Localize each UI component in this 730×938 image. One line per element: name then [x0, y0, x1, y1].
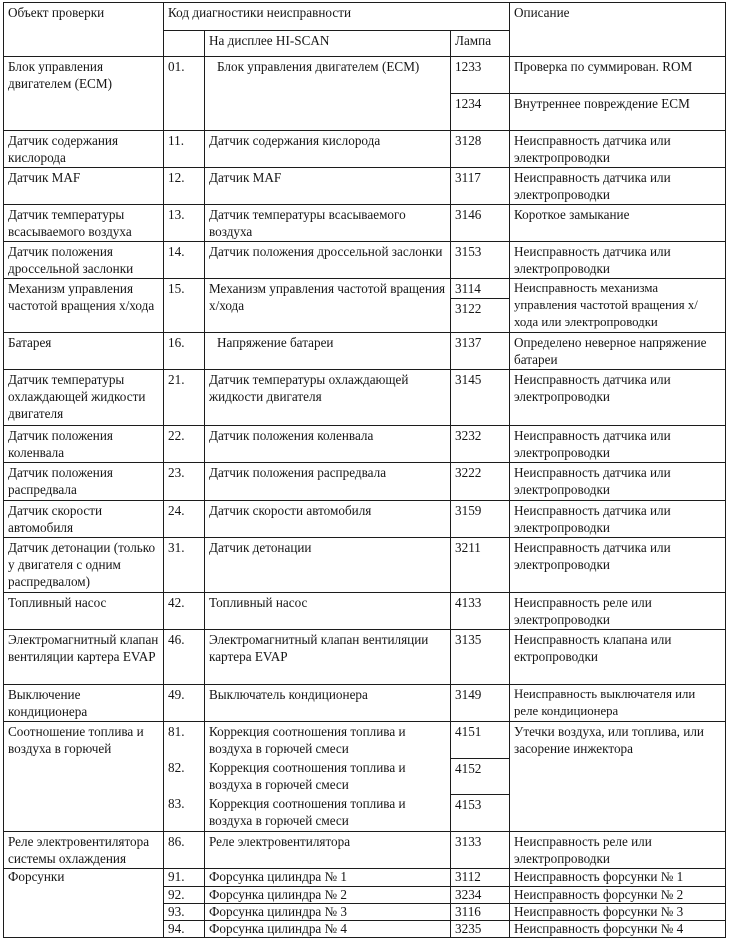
- display-cell: Датчик детонации: [205, 538, 451, 593]
- object-cell: Датчик положения коленвала: [4, 426, 164, 463]
- table-row: [4, 168, 726, 205]
- code-cell: 23.: [164, 463, 205, 501]
- lamp-cell: 4133: [451, 593, 510, 630]
- object-cell: Датчик детонации (только у двигателя с одним распредвалом): [4, 538, 164, 593]
- code-cell: 83.: [164, 794, 205, 831]
- object-cell: Датчик содержания кислорода: [4, 131, 164, 168]
- display-cell: Выключатель кондиционера: [205, 685, 451, 722]
- description-cell: Неисправность выключателя или реле кондиционера: [510, 685, 726, 722]
- table-row: [4, 205, 726, 242]
- lamp-cell: 3116: [451, 903, 510, 920]
- code-cell: 01.: [164, 57, 205, 131]
- description-cell: Неисправность датчика или электропроводки: [510, 426, 726, 463]
- description-cell: Неисправность датчика или электропроводки: [510, 131, 726, 168]
- object-cell: Датчик температуры всасываемого воздуха: [4, 205, 164, 242]
- lamp-cell: 3159: [451, 501, 510, 538]
- table-row: [4, 630, 726, 685]
- display-cell: Форсунка цилиндра № 1: [205, 868, 451, 886]
- description-cell: Короткое замыкание: [510, 205, 726, 242]
- object-cell: Реле электровентилятора системы охлаждения: [4, 831, 164, 868]
- description-cell: Неисправность датчика или электропроводки: [510, 168, 726, 205]
- description-cell: Неисправность клапана или ектропроводки: [510, 630, 726, 685]
- description-cell: Определено неверное напряжение батареи: [510, 333, 726, 370]
- display-cell: Напряжение батареи: [205, 333, 451, 370]
- header-cell-blank: [164, 31, 205, 57]
- lamp-cell: 4152: [451, 758, 510, 794]
- lamp-cell: 3112: [451, 868, 510, 886]
- code-cell: 82.: [164, 758, 205, 794]
- description-cell: Утечки воздуха, или топлива, или засорение инжектора: [510, 722, 726, 832]
- display-cell: Коррекция соотношения топлива и воздуха в горючей смеси: [205, 758, 451, 794]
- display-cell: Форсунка цилиндра № 4: [205, 920, 451, 937]
- lamp-cell: 1233: [451, 57, 510, 94]
- display-cell: Форсунка цилиндра № 3: [205, 903, 451, 920]
- code-cell: 42.: [164, 593, 205, 630]
- code-cell: 15.: [164, 279, 205, 333]
- display-cell: Топливный насос: [205, 593, 451, 630]
- code-cell: 94.: [164, 920, 205, 937]
- diagnostic-codes-table: [3, 2, 726, 938]
- table-row: [4, 242, 726, 279]
- description-cell: Неисправность реле или электропроводки: [510, 593, 726, 630]
- table-row: [4, 593, 726, 630]
- table-row: [4, 333, 726, 370]
- description-cell: Неисправность форсунки № 4: [510, 920, 726, 937]
- description-cell: Неисправность форсунки № 3: [510, 903, 726, 920]
- table-row: [4, 501, 726, 538]
- display-cell: Блок управления двигателем (ECM): [205, 57, 451, 131]
- code-cell: 31.: [164, 538, 205, 593]
- lamp-cell: 3222: [451, 463, 510, 501]
- table-row: [4, 426, 726, 463]
- display-cell: Датчик температуры охлаждающей жидкости двигателя: [205, 370, 451, 426]
- header-description: Описание: [510, 3, 726, 57]
- header-object: Объект проверки: [4, 3, 164, 57]
- table-row: [4, 831, 726, 868]
- object-cell: Датчик MAF: [4, 168, 164, 205]
- display-cell: Механизм управления частотой вращения х/хода: [205, 279, 451, 333]
- description-cell: Неисправность датчика или электропроводки: [510, 501, 726, 538]
- table-row: [4, 685, 726, 722]
- description-cell: Неисправность форсунки № 1: [510, 868, 726, 886]
- lamp-cell: 3211: [451, 538, 510, 593]
- display-cell: Реле электровентилятора: [205, 831, 451, 868]
- object-cell: Датчик температуры охлаждающей жидкости двигателя: [4, 370, 164, 426]
- code-cell: 81.: [164, 722, 205, 759]
- lamp-cell: 3128: [451, 131, 510, 168]
- description-cell: Неисправность датчика или электропроводки: [510, 463, 726, 501]
- lamp-cell: 3135: [451, 630, 510, 685]
- description-cell: Неисправность реле или электропроводки: [510, 831, 726, 868]
- lamp-cell: 4153: [451, 794, 510, 831]
- lamp-cell: 3146: [451, 205, 510, 242]
- object-cell: Соотношение топлива и воздуха в горючей: [4, 722, 164, 832]
- display-cell: Коррекция соотношения топлива и воздуха в горючей смеси: [205, 722, 451, 759]
- code-cell: 12.: [164, 168, 205, 205]
- code-cell: 24.: [164, 501, 205, 538]
- code-cell: 93.: [164, 903, 205, 920]
- code-cell: 11.: [164, 131, 205, 168]
- header-lamp: Лампа: [451, 31, 510, 57]
- display-cell: Датчик положения распредвала: [205, 463, 451, 501]
- code-cell: 49.: [164, 685, 205, 722]
- lamp-cell: 3235: [451, 920, 510, 937]
- code-cell: 91.: [164, 868, 205, 886]
- object-cell: Батарея: [4, 333, 164, 370]
- display-cell: Форсунка цилиндра № 2: [205, 886, 451, 903]
- object-cell: Выключение кондиционера: [4, 685, 164, 722]
- display-cell: Датчик содержания кислорода: [205, 131, 451, 168]
- table-row: [4, 722, 726, 759]
- description-cell: Внутреннее повреждение ECM: [510, 94, 726, 131]
- description-cell: Проверка по суммирован. ROM: [510, 57, 726, 94]
- description-cell: Неисправность датчика или электропроводки: [510, 242, 726, 279]
- lamp-cell: 3122: [451, 299, 510, 333]
- object-cell: Форсунки: [4, 868, 164, 937]
- code-cell: 21.: [164, 370, 205, 426]
- lamp-cell: 3117: [451, 168, 510, 205]
- table-row: [4, 868, 726, 886]
- display-cell: Датчик скорости автомобиля: [205, 501, 451, 538]
- lamp-cell: 4151: [451, 722, 510, 759]
- table-row: [4, 463, 726, 501]
- lamp-cell: 3137: [451, 333, 510, 370]
- table-row: [4, 131, 726, 168]
- object-cell: Топливный насос: [4, 593, 164, 630]
- description-cell: Неисправность датчика или электропроводки: [510, 538, 726, 593]
- description-cell: Неисправность механизма управления частотой вращения х/хода или электропроводки: [510, 279, 726, 333]
- code-cell: 46.: [164, 630, 205, 685]
- code-cell: 13.: [164, 205, 205, 242]
- code-cell: 14.: [164, 242, 205, 279]
- header-code: Код диагностики неисправности: [164, 3, 510, 31]
- code-cell: 92.: [164, 886, 205, 903]
- table-row: [4, 538, 726, 593]
- code-cell: 22.: [164, 426, 205, 463]
- lamp-cell: 3149: [451, 685, 510, 722]
- display-cell: Датчик MAF: [205, 168, 451, 205]
- object-cell: Датчик скорости автомобиля: [4, 501, 164, 538]
- table-row: [4, 370, 726, 426]
- header-hiscan: На дисплее HI-SCAN: [205, 31, 451, 57]
- lamp-cell: 3114: [451, 279, 510, 299]
- table-row: [4, 279, 726, 299]
- display-cell: Датчик положения дроссельной заслонки: [205, 242, 451, 279]
- lamp-cell: 1234: [451, 94, 510, 131]
- object-cell: Блок управления двигателем (ECM): [4, 57, 164, 131]
- lamp-cell: 3145: [451, 370, 510, 426]
- object-cell: Электромагнитный клапан вентиляции картера EVAP: [4, 630, 164, 685]
- object-cell: Датчик положения распредвала: [4, 463, 164, 501]
- description-cell: Неисправность датчика или электропроводки: [510, 370, 726, 426]
- table-row: [4, 57, 726, 94]
- code-cell: 16.: [164, 333, 205, 370]
- display-cell: Электромагнитный клапан вентиляции картера EVAP: [205, 630, 451, 685]
- code-cell: 86.: [164, 831, 205, 868]
- object-cell: Механизм управления частотой вращения х/хода: [4, 279, 164, 333]
- display-cell: Коррекция соотношения топлива и воздуха в горючей смеси: [205, 794, 451, 831]
- lamp-cell: 3232: [451, 426, 510, 463]
- display-cell: Датчик положения коленвала: [205, 426, 451, 463]
- lamp-cell: 3133: [451, 831, 510, 868]
- object-cell: Датчик положения дроссельной заслонки: [4, 242, 164, 279]
- lamp-cell: 3153: [451, 242, 510, 279]
- display-cell: Датчик температуры всасываемого воздуха: [205, 205, 451, 242]
- description-cell: Неисправность форсунки № 2: [510, 886, 726, 903]
- lamp-cell: 3234: [451, 886, 510, 903]
